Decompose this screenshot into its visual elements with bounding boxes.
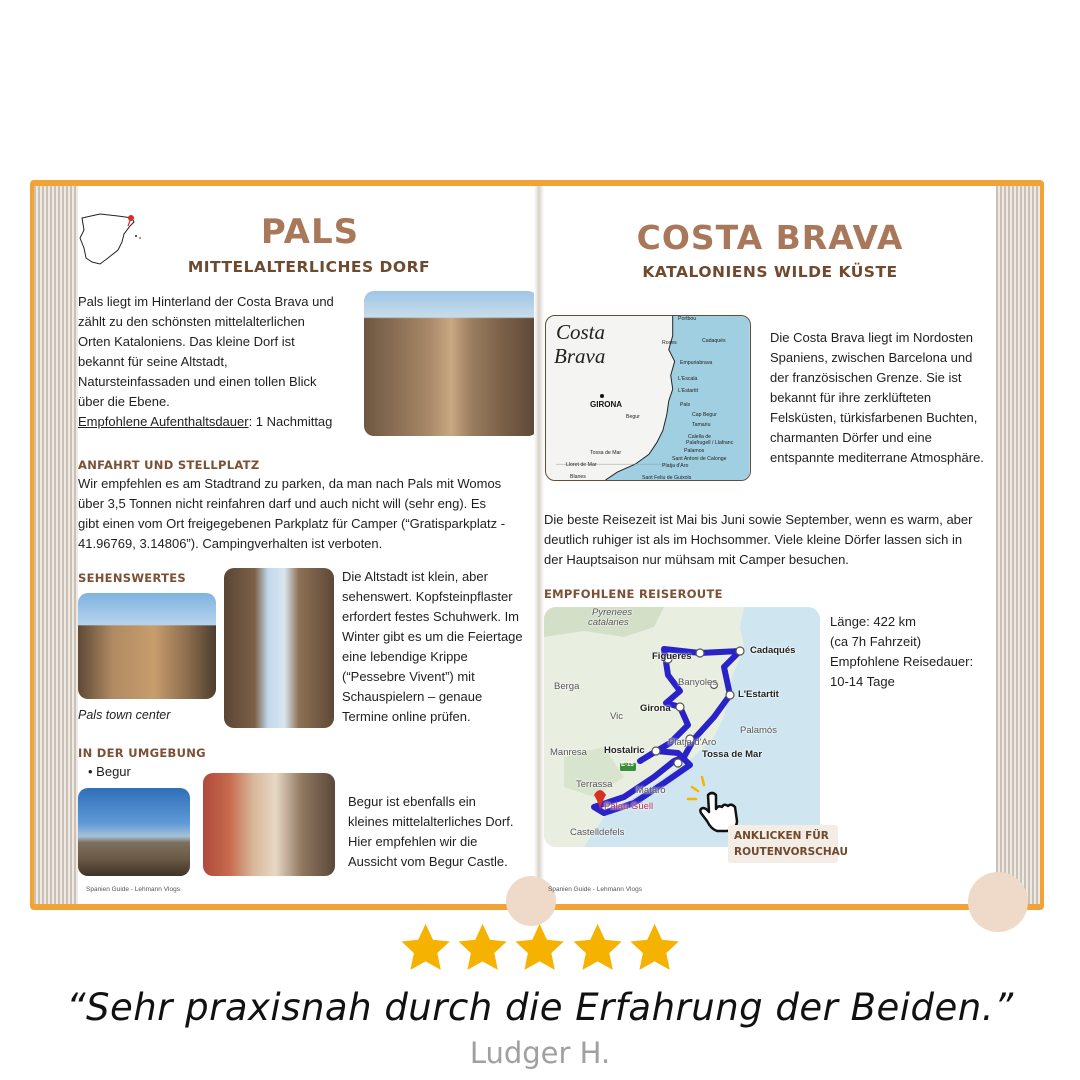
- text-line: 10-14 Tage: [830, 674, 895, 689]
- season-text: [544, 510, 996, 570]
- section-sights-heading: SEHENSWERTES: [78, 571, 186, 585]
- right-page-footer: Spanien Guide - Lehmann Vlogs: [548, 886, 642, 893]
- text-line: Wir empfehlen es am Stadtrand zu parken, da man nach Pals mit Womos: [78, 476, 502, 491]
- text-line: Pals liegt im Hinterland der Costa Brava und: [78, 294, 334, 309]
- text-line: 41.96769, 3.14806”). Campingverhalten ist verboten.: [78, 536, 383, 551]
- left-page-footer: Spanien Guide - Lehmann Vlogs: [86, 886, 180, 893]
- text-line: über die Ebene.: [78, 394, 170, 409]
- text-line: bekannt für ihre zerklüfteten: [770, 390, 932, 405]
- route-info: [830, 612, 996, 692]
- map-place: Platja d'Aro: [662, 463, 689, 469]
- stay-duration: [78, 412, 363, 432]
- route-label: L'Estartit: [738, 689, 779, 700]
- star-icon: [455, 920, 510, 976]
- map-place: Cap Begur: [692, 412, 717, 418]
- page-edges-right: [994, 186, 1040, 904]
- text-line: Winter gibt es um die Feiertage: [342, 629, 523, 644]
- map-place: Tamariu: [692, 422, 711, 428]
- map-place: Begur: [626, 414, 640, 420]
- map-place: Empuriabrava: [680, 360, 713, 366]
- route-label: Tossa de Mar: [702, 749, 763, 760]
- map-place: Pals: [680, 402, 691, 408]
- map-title-line1: Costa: [556, 320, 606, 344]
- text-line: Orten Kataloniens. Das kleine Dorf ist: [78, 334, 295, 349]
- page-edges-left: [34, 186, 80, 904]
- text-line: Aussicht vom Begur Castle.: [348, 854, 508, 869]
- route-label: Terrassa: [576, 779, 613, 790]
- route-map[interactable]: [544, 607, 820, 847]
- text-line: sehenswert. Kopfsteinpflaster: [342, 589, 513, 604]
- route-label: catalanes: [588, 617, 629, 628]
- text-line: Felsküsten, türkisfarbenen Buchten,: [770, 410, 978, 425]
- click-label-line1: ANKLICKEN FÜR: [734, 830, 829, 842]
- star-rating: [398, 920, 682, 976]
- text-line: Die Costa Brava liegt im Nordosten: [770, 330, 974, 345]
- route-label: Palau Güell: [604, 801, 654, 812]
- route-label: Girona: [640, 703, 671, 714]
- text-line: bekannt für seine Altstadt,: [78, 354, 228, 369]
- pals-alley-photo: [364, 291, 538, 436]
- star-icon: [512, 920, 567, 976]
- text-line: Schauspielern – genaue: [342, 689, 483, 704]
- route-label: Platja d'Aro: [668, 737, 717, 748]
- left-page-title: PALS: [260, 212, 360, 252]
- sights-text: [342, 567, 538, 727]
- text-line: entspannte mediterrane Atmosphäre.: [770, 450, 984, 465]
- stay-value: : 1 Nachmittag: [248, 414, 333, 429]
- route-label: Pyrenees: [592, 607, 633, 618]
- text-line: Begur ist ebenfalls ein: [348, 794, 476, 809]
- spain-outline-icon: [78, 208, 146, 270]
- pals-intro: [78, 292, 363, 432]
- map-city-girona: GIRONA: [590, 400, 622, 409]
- map-place: Sant Antoni de Calonge: [672, 456, 727, 462]
- route-label: Berga: [554, 681, 580, 692]
- star-icon: [398, 920, 453, 976]
- click-label-line2: ROUTENVORSCHAU: [734, 846, 848, 858]
- pals-square-photo: [78, 593, 216, 699]
- section-surroundings-heading: IN DER UMGEBUNG: [78, 746, 206, 760]
- route-label: Manresa: [550, 747, 587, 758]
- text-line: der Hauptsaison nur mühsam mit Camper besuchen.: [544, 552, 849, 567]
- map-place: Tossa de Mar: [590, 450, 622, 456]
- text-line: charmanten Dörfer und eine: [770, 430, 932, 445]
- route-label: Cadaqués: [750, 645, 796, 656]
- map-place: Portbou: [678, 316, 697, 322]
- route-preview-button[interactable]: [728, 825, 848, 863]
- route-label: Mataró: [636, 785, 666, 796]
- text-line: zählt zu den schönsten mittelalterlichen: [78, 314, 305, 329]
- girona-dot: [600, 394, 604, 398]
- map-place: L'Estartit: [678, 388, 699, 394]
- arrival-text: [78, 474, 538, 554]
- route-label: Hostalric: [604, 745, 645, 756]
- costa-brava-intro: [770, 328, 998, 468]
- text-line: eine lebendige Krippe: [342, 649, 468, 664]
- route-map-drawing: [544, 607, 820, 847]
- route-label: Figueres: [652, 651, 692, 662]
- book-spine: [534, 186, 544, 904]
- pals-narrow-street-photo: [224, 568, 334, 728]
- decorative-circle: [968, 872, 1028, 932]
- review-author: Ludger H.: [469, 1036, 611, 1070]
- text-line: (“Pessebre Vivent”) mit: [342, 669, 475, 684]
- text-line: Termine online prüfen.: [342, 709, 471, 724]
- map-place: Sant Feliu de Guixols: [642, 475, 692, 481]
- map-place: Lloret de Mar: [566, 462, 597, 468]
- section-route-heading: EMPFOHLENE REISEROUTE: [544, 587, 723, 601]
- route-label: Castelldefels: [570, 827, 625, 838]
- text-line: Empfohlene Reisedauer:: [830, 654, 974, 669]
- costa-brava-map: [545, 315, 751, 481]
- left-page-subtitle: MITTELALTERLICHES DORF: [187, 258, 431, 276]
- route-label: Banyoles: [678, 677, 718, 688]
- text-line: über 3,5 Tonnen nicht reinfahren darf und auch nicht will (sehr eng). Es: [78, 496, 487, 511]
- text-line: Die Altstadt ist klein, aber: [342, 569, 488, 584]
- text-line: Hier empfehlen wir die: [348, 834, 478, 849]
- road-label: E-15: [621, 762, 634, 768]
- begur-bullet: • Begur: [88, 764, 131, 779]
- map-title-line2: Brava: [554, 344, 606, 368]
- star-icon: [570, 920, 625, 976]
- right-page-subtitle: KATALONIENS WILDE KÜSTE: [642, 263, 898, 281]
- map-place: Calella de: [688, 434, 712, 440]
- bullet-text: Begur: [96, 764, 131, 779]
- route-label: Vic: [610, 711, 624, 722]
- stay-label: Empfohlene Aufenthaltsdauer: [78, 414, 249, 429]
- text-line: (ca 7h Fahrzeit): [830, 634, 922, 649]
- begur-text: [348, 792, 538, 872]
- section-arrival-heading: ANFAHRT UND STELLPLATZ: [78, 458, 260, 472]
- text-line: Länge: 422 km: [830, 614, 917, 629]
- map-place: Roses: [662, 340, 677, 346]
- route-label: Palamós: [740, 725, 777, 736]
- map-place: Palafrugell / Llafranc: [686, 440, 734, 446]
- photo-caption: Pals town center: [78, 708, 171, 722]
- text-line: gibt einen vom Ort freigegebenen Parkplatz für Camper (“Gratisparkplatz -: [78, 516, 506, 531]
- review-quote: “Sehr praxisnah durch die Erfahrung der Beiden.”: [66, 986, 1014, 1029]
- text-line: Die beste Reisezeit ist Mai bis Juni sowie September, wenn es warm, aber: [544, 512, 973, 527]
- text-line: deutlich ruhiger ist als im Hochsommer. Viele kleine Dörfer lassen sich in: [544, 532, 963, 547]
- begur-street-photo: [203, 773, 335, 876]
- text-line: Natursteinfassaden und einen tollen Blick: [78, 374, 317, 389]
- decorative-circle: [506, 876, 556, 926]
- text-line: der französischen Grenze. Sie ist: [770, 370, 962, 385]
- text-line: Spaniens, zwischen Barcelona und: [770, 350, 973, 365]
- right-page-title: COSTA BRAVA: [636, 218, 904, 257]
- map-place: Blanes: [570, 474, 586, 480]
- text-line: kleines mittelalterliches Dorf.: [348, 814, 514, 829]
- map-place: Palamos: [684, 448, 705, 454]
- begur-view-photo: [78, 788, 190, 876]
- map-place: L'Escala: [678, 376, 698, 382]
- star-icon: [627, 920, 682, 976]
- text-line: erfordert festes Schuhwerk. Im: [342, 609, 520, 624]
- map-place: Cadaqués: [702, 338, 726, 344]
